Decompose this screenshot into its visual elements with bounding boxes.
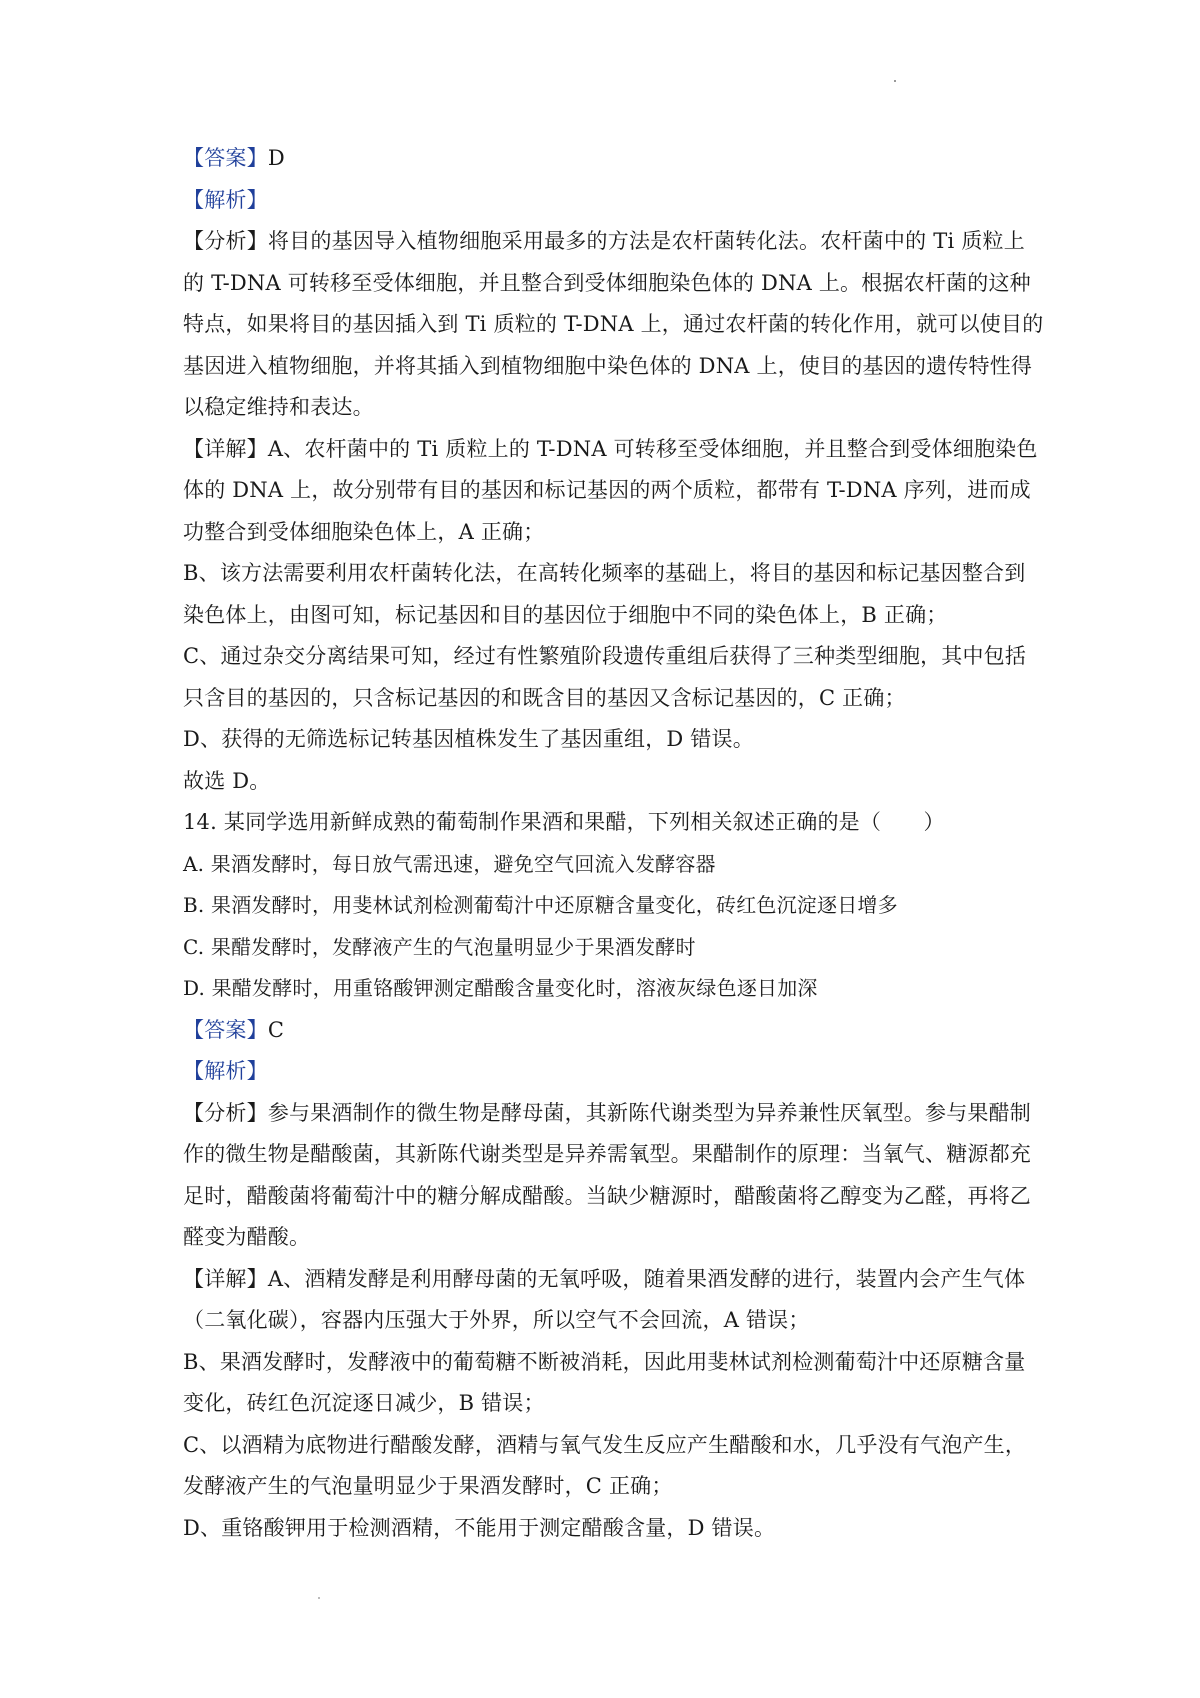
xiangjie-text: A、农杆菌中的 Ti 质粒上的 T-DNA 可转移至受体细胞，并且整合到受体细胞染色 [267,436,1038,461]
q14-xiangjie-line: （二氧化碳），容器内压强大于外界，所以空气不会回流，A 错误； [183,1308,810,1332]
fenxi-text: 将目的基因导入植物细胞采用最多的方法是农杆菌转化法。农杆菌中的 Ti 质粒上 [267,229,1025,253]
q14-xiangjie-line: 变化，砖红色沉淀逐日减少，B 错误； [183,1391,545,1415]
q14-answer-line [183,1010,1025,1052]
q13-xiangjie-line: 故选 D。 [183,768,271,793]
fenxi-tag: 【分析】 [183,1100,268,1125]
page-content [183,138,1044,1549]
scan-speck [894,80,896,82]
q14-fenxi-line: 作的微生物是醋酸菌，其新陈代谢类型是异养需氧型。果醋制作的原理：当氧气、糖源都充 [183,1142,1031,1166]
q13-xiangjie-line [183,429,1038,471]
q14-fenxi-line: 醛变为醋酸。 [183,1225,311,1249]
q13-fenxi-line: 特点，如果将目的基因插入到 Ti 质粒的 T-DNA 上，通过农杆菌的转化作用，就可以使目的 [183,312,1044,336]
q13-xiangjie-line: D、获得的无筛选标记转基因植株发生了基因重组，D 错误。 [183,727,754,751]
q14-option-c: C. 果醋发酵时，发酵液产生的气泡量明显少于果酒发酵时 [183,934,696,959]
q14-stem: 14. 某同学选用新鲜成熟的葡萄制作果酒和果醋，下列相关叙述正确的是（ ） [183,810,945,834]
q14-xiangjie-line: D、重铬酸钾用于检测酒精，不能用于测定醋酸含量，D 错误。 [183,1515,776,1540]
analysis-tag: 【解析】 [183,187,268,212]
q13-answer-line [183,138,1025,180]
q14-xiangjie-line: C、以酒精为底物进行醋酸发酵，酒精与氧气发生反应产生醋酸和水，几乎没有气泡产生， [183,1432,1027,1457]
q14-option-a: A. 果酒发酵时，每日放气需迅速，避免空气回流入发酵容器 [183,851,716,876]
q13-xiangjie-line: 只含目的基因的，只含标记基因的和既含目的基因又含标记基因的，C 正确； [183,685,906,710]
q13-xiangjie-line: 染色体上，由图可知，标记基因和目的基因位于细胞中不同的染色体上，B 正确； [183,602,948,627]
q13-fenxi-line: 的 T-DNA 可转移至受体细胞，并且整合到受体细胞染色体的 DNA 上。根据农杆菌的这种 [183,270,1031,295]
fenxi-text: 参与果酒制作的微生物是酵母菌，其新陈代谢类型为异养兼性厌氧型。参与果醋制 [267,1100,1032,1125]
q14-xiangjie-line: 发酵液产生的气泡量明显少于果酒发酵时，C 正确； [183,1474,673,1498]
answer-tag: 【答案】 [183,1017,268,1042]
xiangjie-tag: 【详解】 [183,1266,268,1291]
q14-option-d: D. 果醋发酵时，用重铬酸钾测定醋酸含量变化时，溶液灰绿色逐日加深 [183,976,818,1000]
q14-xiangjie-line [183,1259,1025,1301]
q13-fenxi-line: 基因进入植物细胞，并将其插入到植物细胞中染色体的 DNA 上，使目的基因的遗传特性得 [183,353,1033,378]
q13-fenxi-line [183,221,1025,263]
q14-fenxi-line [183,1093,1032,1135]
q13-xiangjie-line: C、通过杂交分离结果可知，经过有性繁殖阶段遗传重组后获得了三种类型细胞，其中包括 [183,644,1027,668]
q13-xiangjie-line: B、该方法需要利用农杆菌转化法，在高转化频率的基础上，将目的基因和标记基因整合到 [183,561,1026,585]
answer-tag: 【答案】 [183,146,268,170]
q14-fenxi-line: 足时，醋酸菌将葡萄汁中的糖分解成醋酸。当缺少糖源时，醋酸菌将乙醇变为乙醛，再将乙 [183,1183,1031,1208]
q13-analysis-heading [183,180,1025,222]
q14-option-b: B. 果酒发酵时，用斐林试剂检测葡萄汁中还原糖含量变化，砖红色沉淀逐日增多 [183,893,898,917]
scan-speck [318,1597,320,1599]
q13-xiangjie-line: 体的 DNA 上，故分别带有目的基因和标记基因的两个质粒，都带有 T-DNA 序列，进而成 [183,478,1031,502]
q13-fenxi-line: 以稳定维持和表达。 [183,395,374,419]
fenxi-tag: 【分析】 [183,229,268,253]
q14-analysis-heading [183,1051,1025,1093]
answer-value: D [267,146,285,170]
xiangjie-tag: 【详解】 [183,436,268,461]
q14-xiangjie-line: B、果酒发酵时，发酵液中的葡萄糖不断被消耗，因此用斐林试剂检测葡萄汁中还原糖含量 [183,1349,1026,1374]
xiangjie-text: A、酒精发酵是利用酵母菌的无氧呼吸，随着果酒发酵的进行，装置内会产生气体 [267,1266,1026,1291]
answer-value: C [267,1017,285,1042]
q13-xiangjie-line: 功整合到受体细胞染色体上，A 正确； [183,519,545,544]
analysis-tag: 【解析】 [183,1059,268,1083]
